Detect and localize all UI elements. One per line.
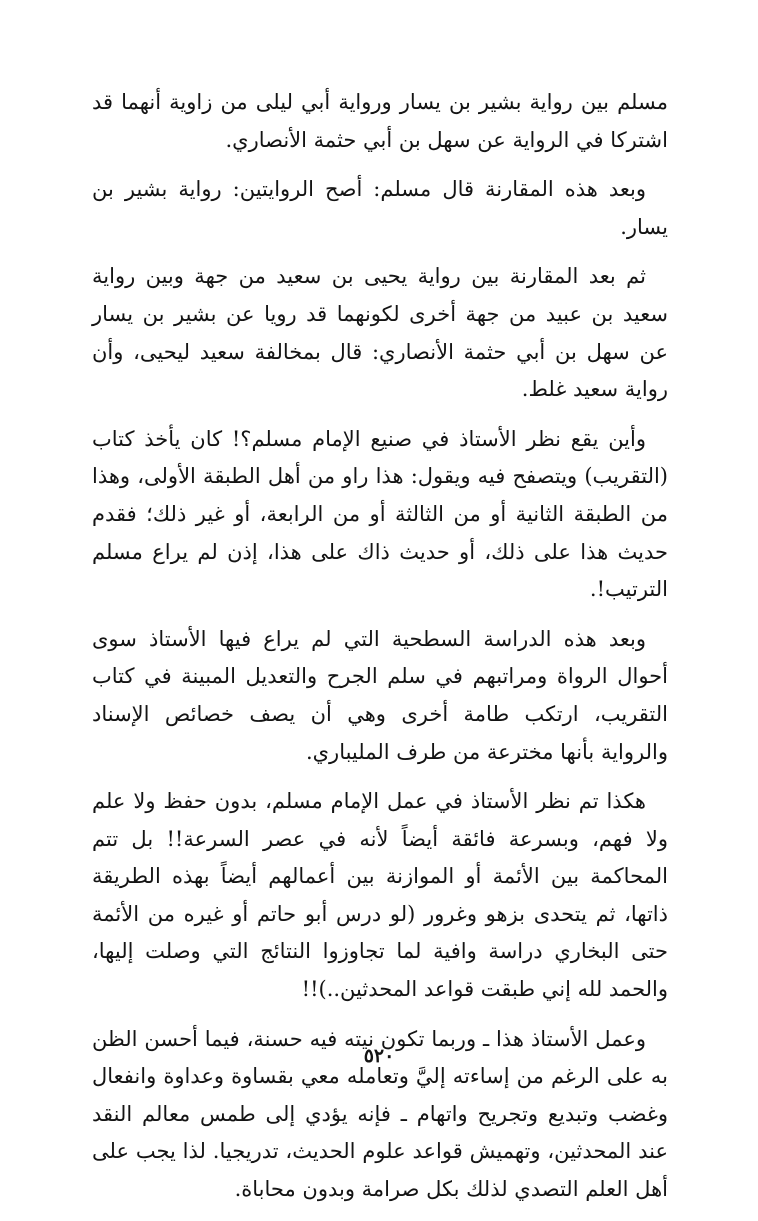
page-number: ٥٢٠: [363, 1045, 395, 1067]
paragraph-6: هكذا تم نظر الأستاذ في عمل الإمام مسلم، بدون حفظ ولا علم ولا فهم، وبسرعة فائقة أيضاً لأنه في عصر السرعة!! بل تتم المحاكمة بين الأئمة أو الموازنة بين أعمالهم أيضاً بهذه الطريقة ذاتها، ثم يتحدى بزهو وغرور (لو درس أبو حاتم أو غيره من الأئمة حتى البخاري دراسة وافية لما تجاوزوا النتائج التي وصلت إليها، والحمد لله إني طبقت قواعد المحدثين..)!!: [92, 789, 668, 1002]
paragraph-3: ثم بعد المقارنة بين رواية يحيى بن سعيد من جهة وبين رواية سعيد بن عبيد من جهة أخرى لكونهما قد رويا عن بشير بن يسار عن سهل بن أبي حثمة الأنصاري: قال بمخالفة سعيد ليحيى، وأن رواية سعيد غلط.: [92, 264, 668, 402]
paragraph-5: وبعد هذه الدراسة السطحية التي لم يراع فيها الأستاذ سوى أحوال الرواة ومراتبهم في سلم الجرح والتعديل المبينة في كتاب التقريب، ارتكب طامة أخرى وهي أن يصف خصائص الإسناد والرواية بأنها مخترعة من طرف المليباري.: [92, 626, 668, 764]
paragraph-7: وعمل الأستاذ هذا ـ وربما تكون نيته فيه حسنة، فيما أحسن الظن به على الرغم من إساءته إليَّ وتعامله معي بقساوة وعداوة وانفعال وغضب وتبديع وتجريح واتهام ـ فإنه يؤدي إلى طمس معالم النقد عند المحدثين، وتهميش قواعد علوم الحديث، تدريجيا. لذا يجب على أهل العلم التصدي لذلك بكل صرامة وبدون محاباة.: [92, 1026, 668, 1202]
paragraph-4: وأين يقع نظر الأستاذ في صنيع الإمام مسلم؟! كان يأخذ كتاب (التقريب) ويتصفح فيه ويقول: هذا راو من أهل الطبقة الأولى، وهذا من الطبقة الثانية أو من الثالثة أو من الرابعة، أو غير ذلك؛ فقدم حديث هذا على ذلك، أو حديث ذاك على هذا، إذن لم يراع مسلم الترتيب!.: [92, 426, 668, 602]
paragraph-2: وبعد هذه المقارنة قال مسلم: أصح الروايتين: رواية بشير بن يسار.: [92, 177, 668, 239]
paragraph-1: مسلم بين رواية بشير بن يسار ورواية أبي ليلى من زاوية أنهما قد اشتركا في الرواية عن سهل بن أبي حثمة الأنصاري.: [92, 90, 668, 152]
